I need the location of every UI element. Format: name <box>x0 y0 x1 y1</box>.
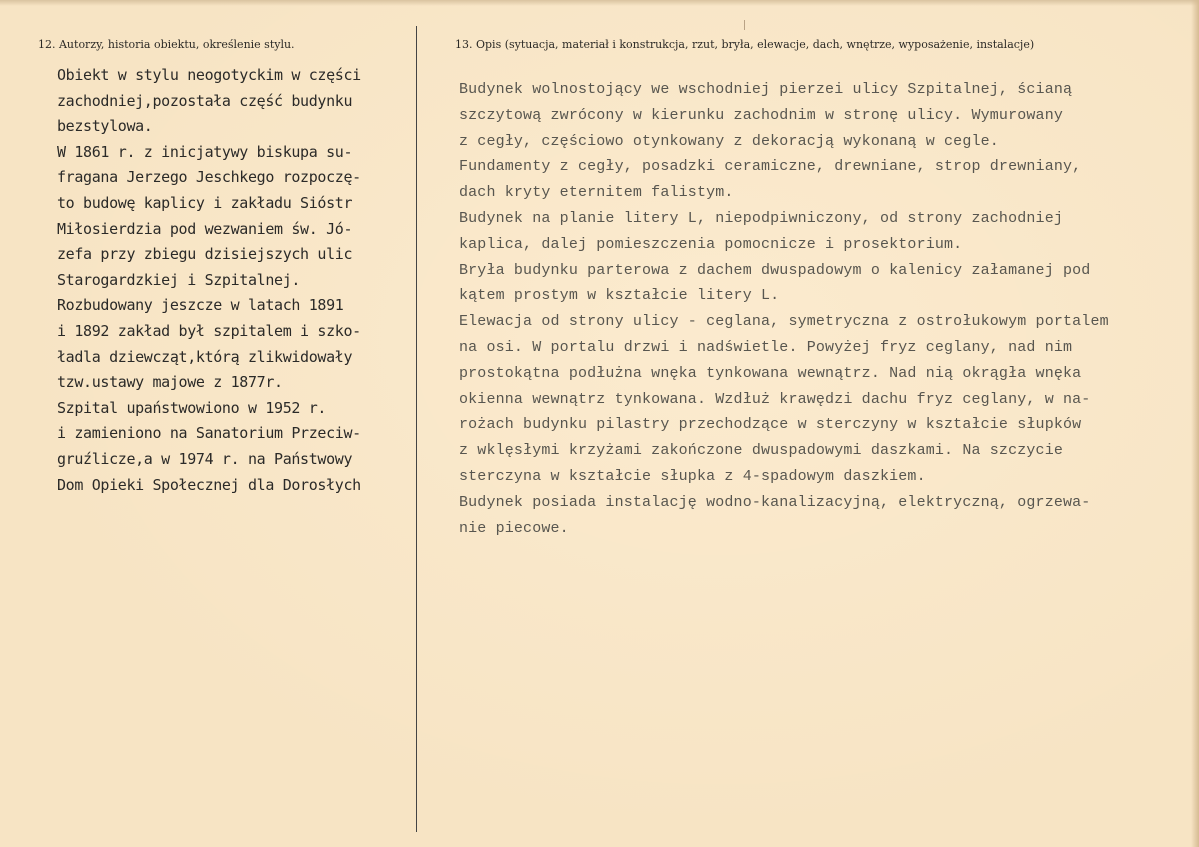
text-line: Dom Opieki Społecznej dla Dorosłych <box>57 475 361 494</box>
text-line: Rozbudowany jeszcze w latach 1891 <box>57 296 344 315</box>
text-line: dach kryty eternitem falistym. <box>459 184 734 202</box>
text-line: Fundamenty z cegły, posadzki ceramiczne, drewniane, strop drewniany, <box>459 158 1082 176</box>
text-line: to budowę kaplicy i zakładu Sióstr <box>57 193 353 212</box>
description-text <box>459 77 1109 541</box>
text-line: zefa przy zbiegu dzisiejszych ulic <box>57 245 353 264</box>
history-text <box>57 63 361 498</box>
text-line: prostokątna podłużna wnęka tynkowana wewnątrz. Nad nią okrągła wnęka <box>459 364 1082 382</box>
text-line: tzw.ustawy majowe z 1877r. <box>57 373 283 392</box>
text-line: ładla dziewcząt,którą zlikwidowały <box>57 347 353 366</box>
text-line: na osi. W portalu drzwi i nadświetle. Powyżej fryz ceglany, nad nim <box>459 338 1073 356</box>
text-line: kaplica, dalej pomieszczenia pomocnicze i prosektorium. <box>459 235 963 253</box>
text-line: gruźlicze,a w 1974 r. na Państwowy <box>57 449 353 468</box>
card-top-edge <box>0 0 1199 6</box>
column-divider <box>416 26 417 832</box>
text-line: Obiekt w stylu neogotyckim w części <box>57 66 361 84</box>
text-line: Elewacja od strony ulicy - ceglana, symetryczna z ostrołukowym portalem <box>459 313 1109 331</box>
text-line: Budynek posiada instalację wodno-kanalizacyjną, elektryczną, ogrzewa- <box>459 493 1091 511</box>
section-12-header: 12. Autorzy, historia obiektu, określenie stylu. <box>38 38 295 51</box>
text-line: szczytową zwrócony w kierunku zachodnim w stronę ulicy. Wymurowany <box>459 106 1063 124</box>
text-line: nie piecowe. <box>459 519 569 537</box>
text-line: i zamieniono na Sanatorium Przeciw- <box>57 424 361 443</box>
text-line: sterczyna w kształcie słupka z 4-spadowym daszkiem. <box>459 467 926 485</box>
text-line: Budynek wolnostojący we wschodniej pierzei ulicy Szpitalnej, ścianą <box>459 81 1073 98</box>
text-line: rożach budynku pilastry przechodzące w sterczyny w kształcie słupków <box>459 416 1082 434</box>
text-line: W 1861 r. z inicjatywy biskupa su- <box>57 142 353 161</box>
text-line: kątem prostym w kształcie litery L. <box>459 287 780 305</box>
text-line: zachodniej,pozostała część budynku <box>57 91 353 110</box>
text-line: Miłosierdzia pod wezwaniem św. Jó- <box>57 219 353 238</box>
text-line: Bryła budynku parterowa z dachem dwuspadowym o kalenicy załamanej pod <box>459 261 1091 279</box>
paper-mark <box>744 20 745 30</box>
card-right-edge <box>1191 0 1199 847</box>
text-line: fragana Jerzego Jeschkego rozpoczę- <box>57 168 361 187</box>
text-line: z cegły, częściowo otynkowany z dekoracją wykonaną w cegle. <box>459 132 999 150</box>
text-line: i 1892 zakład był szpitalem i szko- <box>57 321 361 340</box>
text-line: bezstylowa. <box>57 117 153 136</box>
text-line: okienna wewnątrz tynkowana. Wzdłuż krawędzi dachu fryz ceglany, w na- <box>459 390 1091 408</box>
text-line: Budynek na planie litery L, niepodpiwniczony, od strony zachodniej <box>459 209 1063 227</box>
text-line: Szpital upaństwowiono w 1952 r. <box>57 398 327 417</box>
text-line: Starogardzkiej i Szpitalnej. <box>57 270 301 289</box>
section-13-header: 13. Opis (sytuacja, materiał i konstrukcja, rzut, bryła, elewacje, dach, wnętrze, wyposażenie, instalacje) <box>455 38 1035 51</box>
text-line: z wklęsłymi krzyżami zakończone dwuspadowymi daszkami. Na szczycie <box>459 442 1063 460</box>
